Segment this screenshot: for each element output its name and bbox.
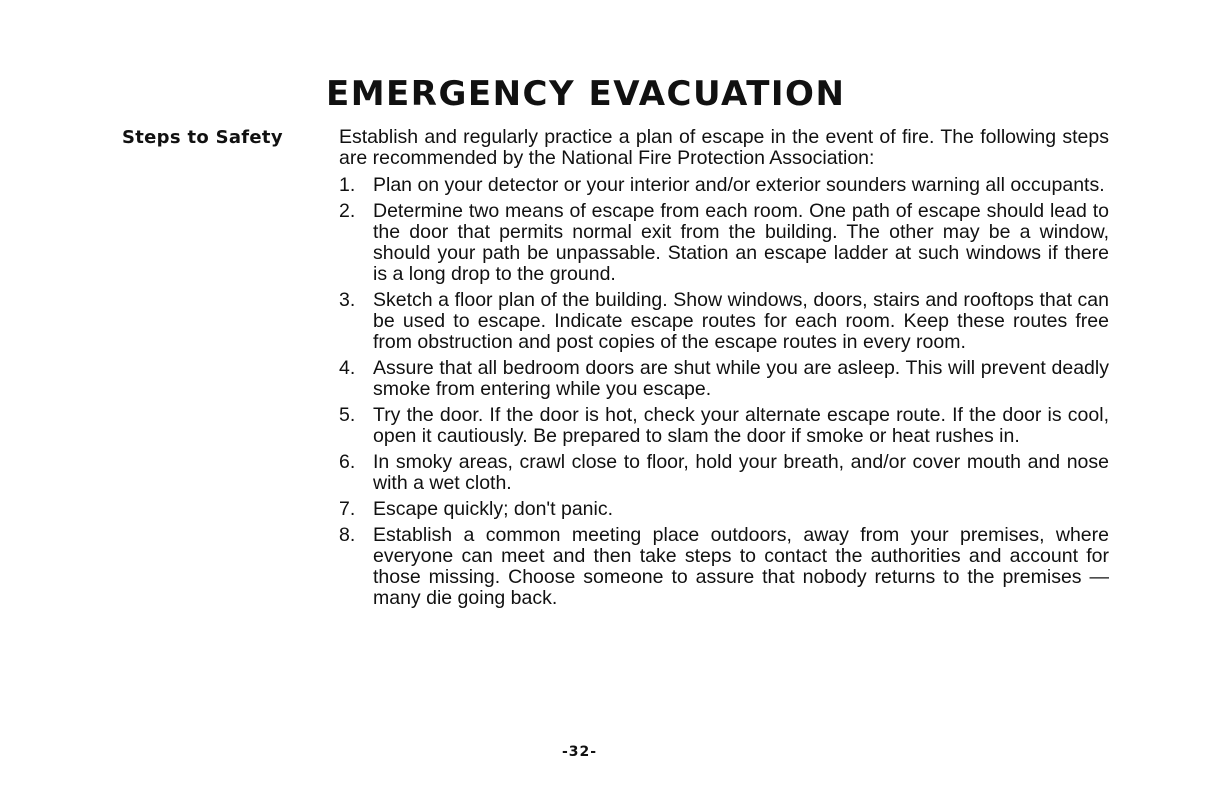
side-heading: Steps to Safety [122, 127, 283, 148]
step-number: 8. [339, 524, 356, 546]
step-8 [339, 525, 1109, 609]
page-title: EMERGENCY EVACUATION [326, 74, 846, 114]
step-number: 6. [339, 451, 356, 473]
step-text: Try the door. If the door is hot, check your alternate escape route. If the door is cool, open it cautiously. Be prepared to slam the door if smoke or heat rushes in. [373, 404, 1109, 447]
step-number: 2. [339, 200, 356, 222]
step-text: Escape quickly; don't panic. [373, 498, 614, 520]
steps-list [339, 175, 1109, 609]
step-number: 3. [339, 289, 356, 311]
step-6 [339, 452, 1109, 494]
content-body [339, 127, 1109, 614]
step-number: 4. [339, 357, 356, 379]
step-text: Plan on your detector or your interior and/or exterior sounders warning all occupants. [373, 174, 1105, 196]
step-7 [339, 499, 1109, 520]
step-2 [339, 201, 1109, 285]
step-number: 1. [339, 174, 356, 196]
step-4 [339, 358, 1109, 400]
step-5 [339, 405, 1109, 447]
step-1 [339, 175, 1109, 196]
intro-paragraph: Establish and regularly practice a plan of escape in the event of fire. The following steps are recommended by the National Fire Protection Association: [339, 126, 1109, 169]
step-text: In smoky areas, crawl close to floor, hold your breath, and/or cover mouth and nose with a wet cloth. [373, 451, 1109, 494]
step-text: Determine two means of escape from each room. One path of escape should lead to the door that permits normal exit from the building. The other may be a window, should your path be unpassable. Station an escape ladder at such windows if there is a long drop to the ground. [373, 200, 1109, 285]
step-number: 5. [339, 404, 356, 426]
page-number: -32- [562, 744, 598, 760]
step-text: Establish a common meeting place outdoors, away from your premises, where everyone can meet and then take steps to contact the authorities and account for those missing. Choose someone to assure that nobody returns to the premises — many die going back. [373, 524, 1109, 609]
step-3 [339, 290, 1109, 353]
step-text: Assure that all bedroom doors are shut while you are asleep. This will prevent deadly smoke from entering while you escape. [373, 357, 1109, 400]
step-number: 7. [339, 498, 356, 520]
step-text: Sketch a floor plan of the building. Show windows, doors, stairs and rooftops that can be used to escape. Indicate escape routes for each room. Keep these routes free from obstruction and post copies of the escape routes in every room. [373, 289, 1109, 353]
